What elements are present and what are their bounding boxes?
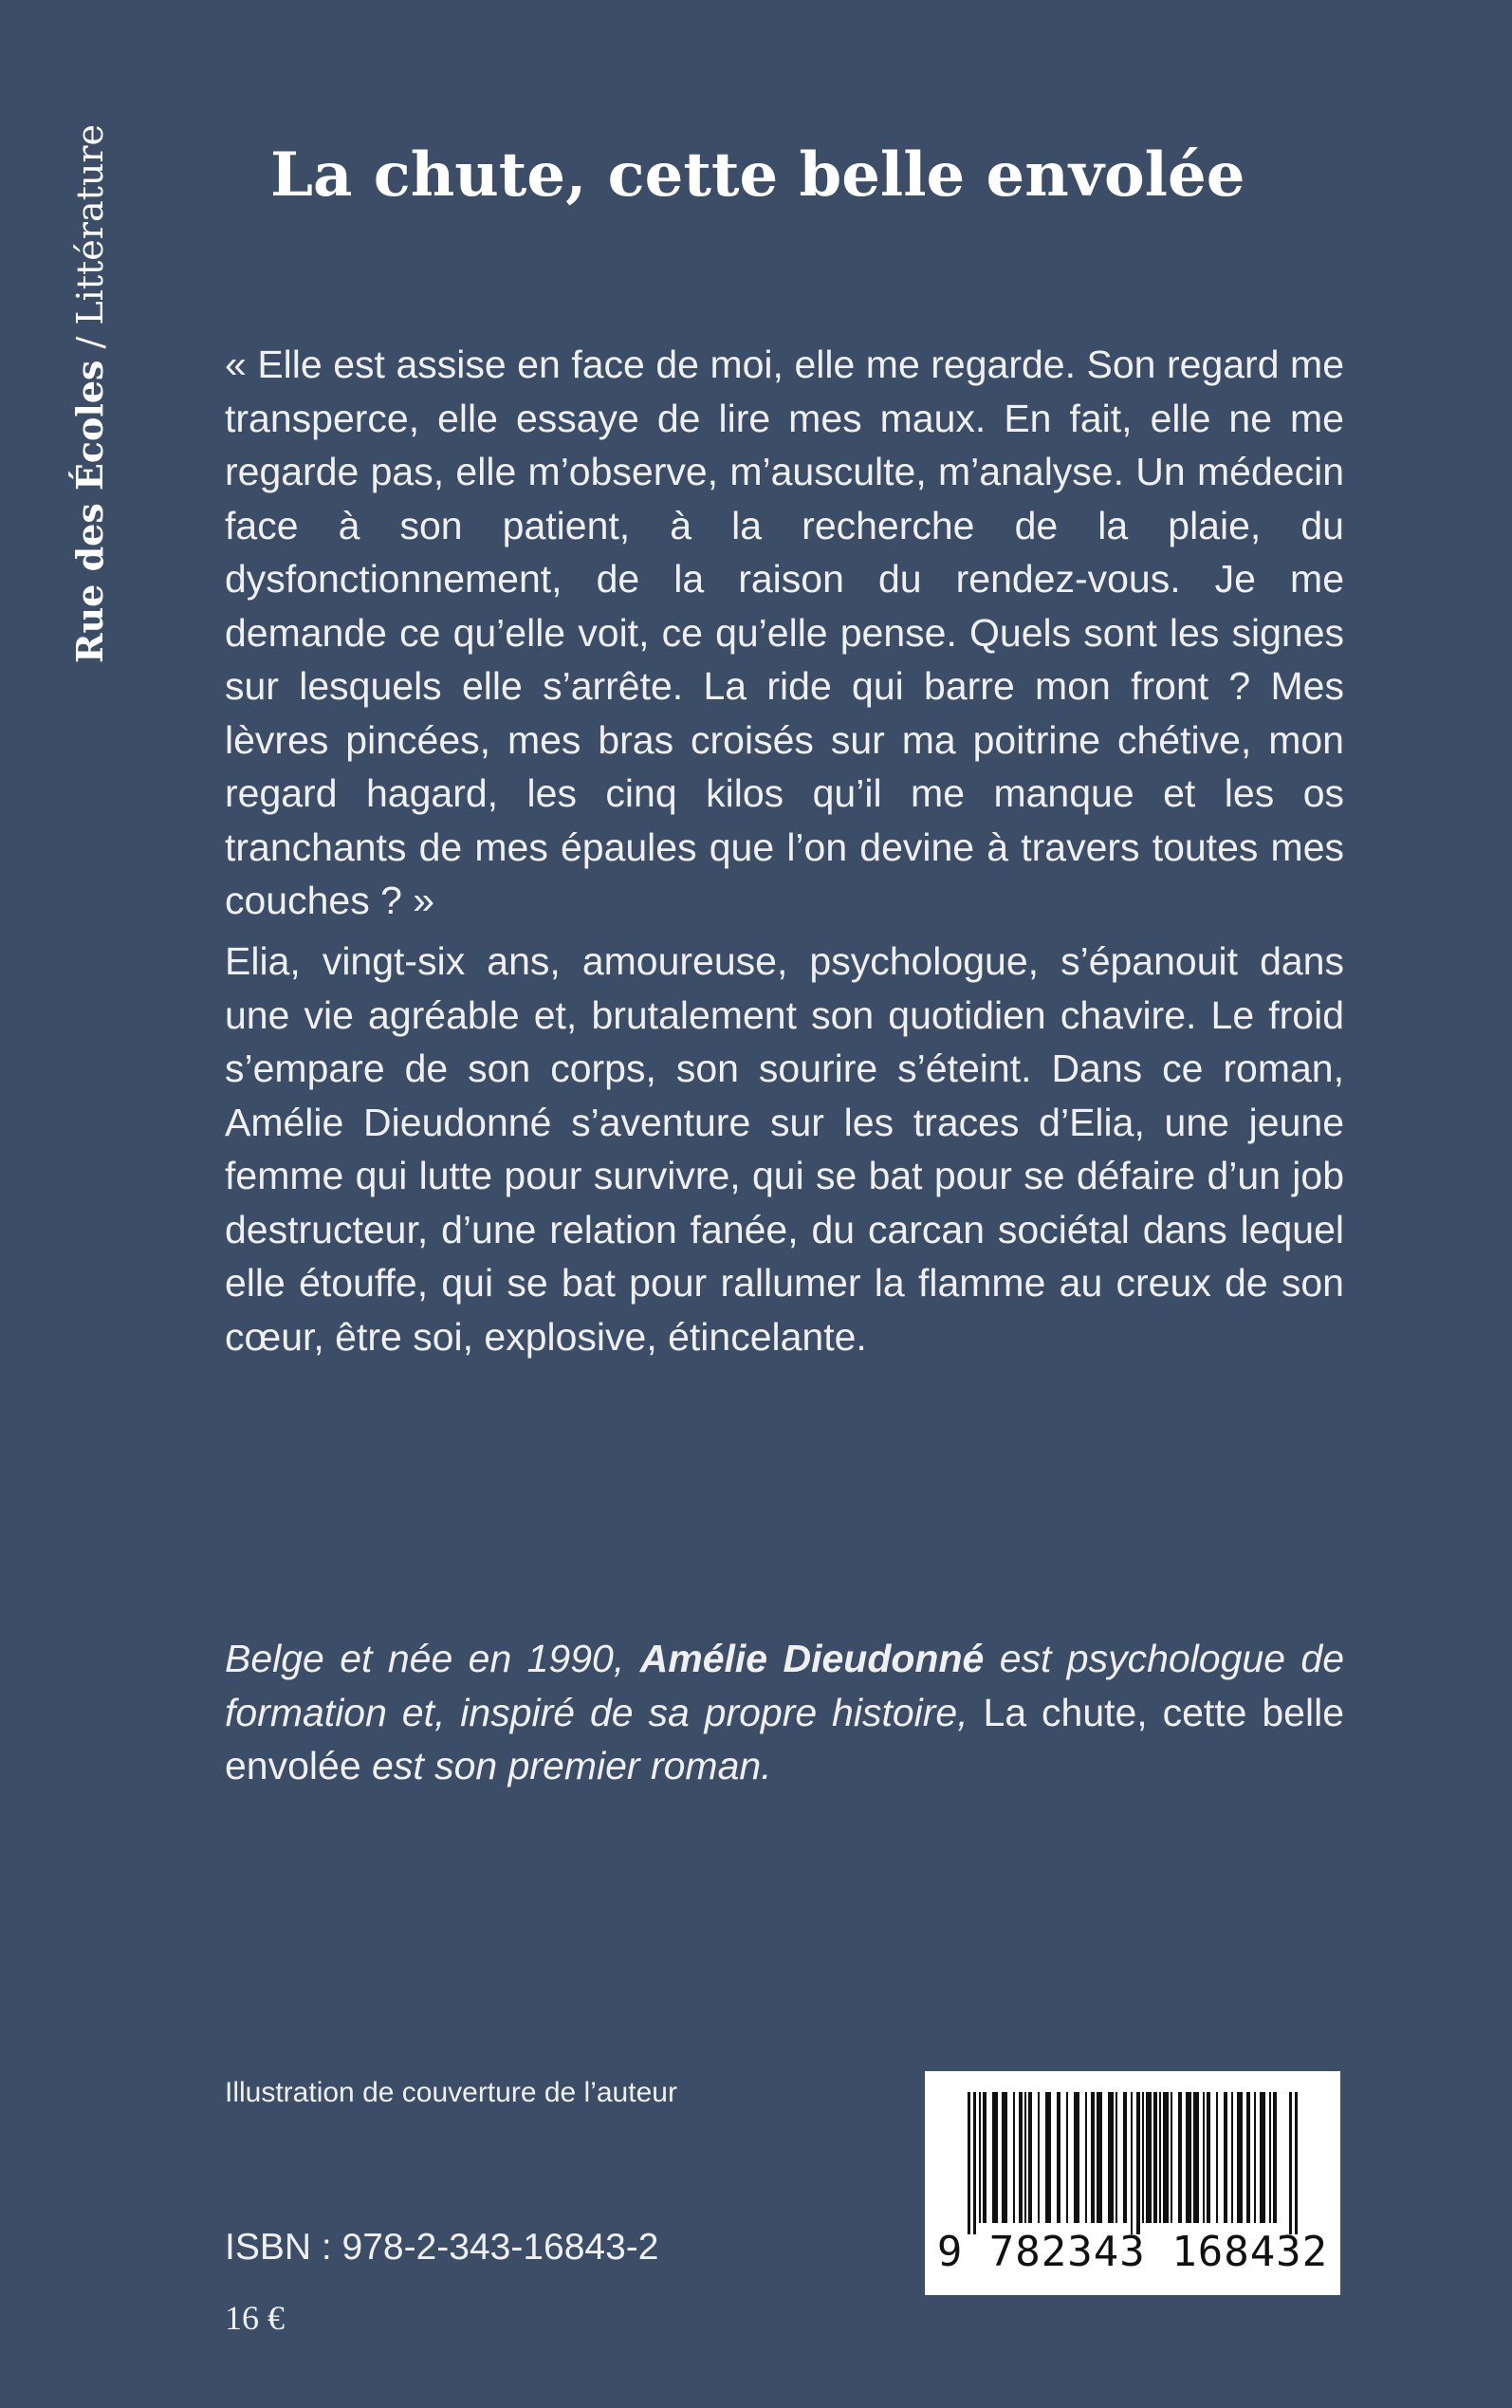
barcode-bar xyxy=(1273,2092,1277,2223)
barcode-bar xyxy=(1057,2092,1060,2223)
series-category: Littérature xyxy=(69,123,111,325)
barcode-bar xyxy=(1146,2092,1152,2223)
barcode-bar xyxy=(1289,2092,1292,2234)
barcode-bar xyxy=(1038,2092,1040,2223)
spine-collection-label xyxy=(57,109,123,678)
barcode-bars xyxy=(968,2092,1298,2234)
barcode-bar xyxy=(1085,2092,1087,2223)
barcode-bar xyxy=(1159,2092,1161,2223)
barcode-bar xyxy=(1131,2092,1133,2234)
barcode-bar xyxy=(1024,2092,1026,2223)
barcode-bar xyxy=(1207,2092,1210,2223)
barcode-bar xyxy=(1260,2092,1265,2223)
barcode-bar xyxy=(1295,2092,1298,2234)
barcode-bar xyxy=(1045,2092,1051,2223)
barcode-bar xyxy=(1142,2092,1144,2223)
barcode-bar xyxy=(1013,2092,1015,2223)
price-label: 16 € xyxy=(225,2299,285,2337)
series-separator: / xyxy=(69,324,111,361)
barcode-bar xyxy=(1163,2092,1169,2223)
barcode-bar xyxy=(1074,2092,1079,2223)
barcode-bar xyxy=(1019,2092,1023,2223)
barcode-bar xyxy=(1171,2092,1172,2223)
barcode-bar xyxy=(1136,2092,1140,2234)
barcode-bar xyxy=(1216,2092,1218,2223)
barcode-bar xyxy=(1091,2092,1095,2223)
barcode-bar xyxy=(1116,2092,1117,2223)
barcode-bar xyxy=(1108,2092,1114,2223)
barcode-bar xyxy=(983,2092,986,2223)
barcode-bar xyxy=(1237,2092,1243,2223)
barcode-bar xyxy=(1193,2092,1199,2223)
excerpt-quote: « Elle est assise en face de moi, elle me regarde. Son regard me transperce, elle essaye de lire mes maux. En fait, elle ne me regarde pas, elle m’observe, m’ausculte, m’analyse. Un médecin face à son patient, à la recherche de la plaie, du dysfonctionnement, de la raison du rendez-vous. Je me demande ce qu’elle voit, ce qu’elle pense. Quels sont les signes sur lesquels elle s’arrête. La ride qui barre mon front ? Mes lèvres pincées, mes bras croisés sur ma poitrine chétive, mon regard hagard, les cinq kilos qu’il me manque et les os tranchants de mes épaules que l’on devine à travers toutes mes couches ? » xyxy=(225,343,1344,922)
barcode-bar xyxy=(1123,2092,1127,2223)
barcode-bar xyxy=(1097,2092,1102,2223)
bio-intro: Belge et née en 1990, xyxy=(225,1637,640,1680)
barcode-bar xyxy=(1066,2092,1068,2223)
series-name: Rue des Écoles xyxy=(68,360,111,664)
barcode-bar xyxy=(1178,2092,1182,2223)
barcode xyxy=(925,2071,1340,2295)
isbn-number: ISBN : 978-2-343-16843-2 xyxy=(225,2227,659,2268)
barcode-bar xyxy=(992,2092,998,2223)
bio-middle: est psychologue de formation et, inspiré de sa propre histoire, xyxy=(225,1637,1344,1734)
barcode-bar xyxy=(1224,2092,1227,2223)
barcode-bar xyxy=(1153,2092,1157,2223)
barcode-bar xyxy=(1254,2092,1256,2223)
author-name: Amélie Dieudonné xyxy=(639,1637,985,1680)
barcode-bar xyxy=(1203,2092,1205,2223)
bio-end: est son premier roman. xyxy=(360,1744,772,1787)
barcode-bar xyxy=(979,2092,981,2223)
book-title: La chute, cette belle envolée xyxy=(270,139,1245,211)
barcode-bar xyxy=(1028,2092,1032,2223)
barcode-bar xyxy=(968,2092,970,2234)
author-bio xyxy=(225,1632,1344,1793)
barcode-bar xyxy=(973,2092,976,2234)
book-summary: Elia, vingt-six ans, amoureuse, psychologue, s’épanouit dans une vie agréable et, brutalement son quotidien chavire. Le froid s’empare de son corps, son sourire s’éteint. Dans ce roman, Amélie Dieudonné s’aventure sur les traces d’Elia, une jeune femme qui lutte pour survivre, qui se bat pour se défaire d’un job destructeur, d’une relation fanée, du carcan sociétal dans lequel elle étouffe, qui se bat pour rallumer la flamme au creux de son cœur, être soi, explosive, étincelante. xyxy=(225,939,1344,1359)
barcode-bar xyxy=(1186,2092,1191,2223)
barcode-digits: 9 782343 168432 xyxy=(936,2228,1329,2276)
bio-book-title: La chute, cette belle envolée xyxy=(225,1690,1344,1787)
barcode-bar xyxy=(1002,2092,1007,2223)
cover-credit: Illustration de couverture de l’auteur xyxy=(225,2077,677,2108)
barcode-bar xyxy=(1246,2092,1250,2223)
barcode-bar xyxy=(1231,2092,1233,2223)
barcode-bar xyxy=(1269,2092,1271,2223)
